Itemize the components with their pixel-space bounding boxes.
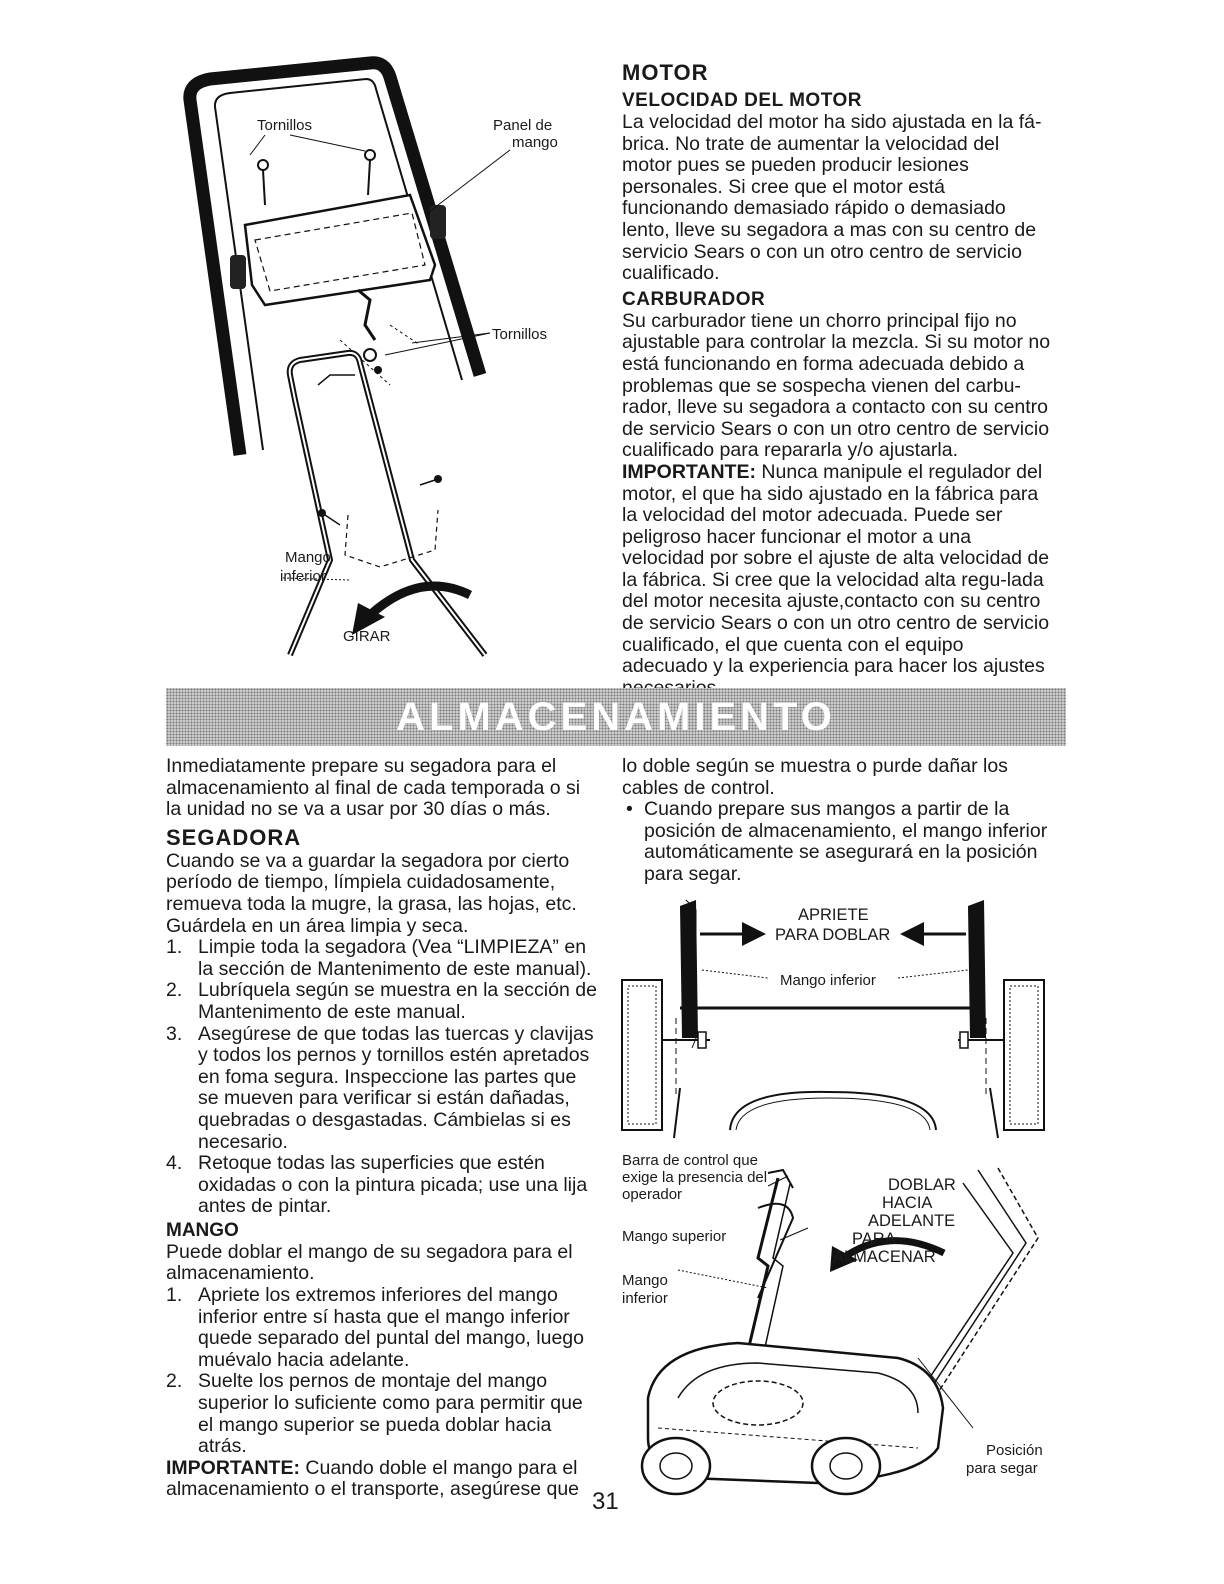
step-number: 2. — [166, 1370, 183, 1393]
segadora-heading: SEGADORA — [166, 824, 302, 850]
step-number: 1. — [166, 1284, 183, 1307]
label-doblar-line3: ADELANTE — [868, 1212, 956, 1230]
mango-steps — [166, 1285, 598, 1458]
step-text: Lubríquela según se muestra en la sección de Mantenimento de este manual. — [198, 979, 597, 1023]
motor-heading: MOTOR — [622, 60, 709, 85]
mango-step-2 — [166, 1371, 598, 1457]
mango-text: Puede doblar el mango de su segadora para el almacenamiento. — [166, 1240, 573, 1285]
segadora-step-3 — [166, 1024, 598, 1154]
handle-assembly-figure — [180, 55, 600, 695]
storage-left-column — [166, 756, 598, 1501]
importante-storage-text: Cuando doble el mango para el almacenamiento o el transporte, asegúrese que — [166, 1456, 580, 1501]
mango-step-1 — [166, 1285, 598, 1371]
importante-motor-text: Nunca manipule el regulador del motor, el que ha sido ajustado en la fábrica para la velocidad del motor adecuada. Puede ser peligroso hacer funcionar el motor a una velocidad por sobre el ajuste de alta velocidad de la fábrica. Si cree que la velocidad alta regu-lada del motor necesita ajuste,contacto con su centro de servicio Sears o con un otro centro de servicio cualificado, el que cuenta con el equipo adecuado y la experiencia para hacer los ajustes — [622, 460, 1050, 678]
carburador-body: Su carburador tiene un chorro principal fijo no ajustable para controlar la mezcla. Si su motor no está funcionando en forma adecuada debido a problemas que se sospecha vienen del carbu-rador, lleve su segadora a contacto con su centro de servicio Sears o con un otro centro de servicio cualificado para repararla y/o ajustarla. — [622, 309, 1051, 462]
segadora-step-1 — [166, 937, 598, 980]
label-doblar-line4: PARA — [852, 1230, 896, 1248]
velocidad-heading: VELOCIDAD DEL MOTOR — [622, 90, 862, 111]
importante-motor — [622, 462, 1054, 700]
step-text: Retoque todas las superficies que estén oxidadas o con la pintura picada; use una lija antes de pintar. — [198, 1152, 588, 1218]
motor-section — [622, 60, 1054, 699]
col2-bullet-item — [622, 799, 1052, 885]
importante-motor-label: IMPORTANTE: — [622, 460, 756, 483]
storage-right-column — [622, 756, 1052, 886]
label-mango-superior: Mango superior — [622, 1228, 727, 1245]
velocidad-text: La velocidad del motor ha sido ajustada en la fá-brica. No trate de aumentar la velocidad del motor pues se pueden producir lesiones personales. Si cree que el motor está funcionando demasiado rápido o demasiado lento, lleve su segadora a mas con su centro de servicio Sears o con un otro centro de servicio cualificado. — [622, 111, 1042, 285]
importante-storage-label: IMPORTANTE: — [166, 1456, 300, 1479]
step-number: 2. — [166, 979, 183, 1002]
step-text: Apriete los extremos inferiores del mango inferior entre sí hasta que el mango inferior quede separado del puntal del mango, luego muévalo hacia adelante. — [198, 1284, 584, 1371]
step-text: Suelte los pernos de montaje del mango superior lo suficiente como para permitir que el mango superior se pueda doblar hacia atrás. — [198, 1370, 583, 1458]
label-barra-line3: operador — [622, 1186, 683, 1203]
label-doblar-line1: DOBLAR — [888, 1176, 956, 1194]
storage-intro: Inmediatamente prepare su segadora para el almacenamiento al final de cada temporada o si la unidad no se va a usar por 30 días o más. — [166, 755, 581, 821]
label-panel-line2: mango — [512, 134, 558, 151]
carburador-text — [622, 311, 1054, 462]
page-number: 31 — [592, 1488, 619, 1515]
segadora-step-2 — [166, 980, 598, 1023]
label-tornillos-top: Tornillos — [257, 117, 313, 134]
step-number: 4. — [166, 1152, 183, 1175]
col2-text: lo doble según se muestra o purde dañar los cables de control. — [622, 755, 1008, 799]
label-posicion-line1: Posición — [986, 1442, 1043, 1459]
label-mango-inferior: Mango inferior — [780, 972, 876, 989]
label-tornillos-mid: Tornillos — [492, 326, 548, 343]
segadora-steps — [166, 937, 598, 1218]
label-doblar-line5: ALMACENAR — [833, 1248, 936, 1266]
label-posicion-line2: para segar — [966, 1460, 1038, 1477]
bullet-text: Cuando prepare sus mangos a partir de la posición de almacenamiento, el mango inferior automáticamente se asegurará en la posición para segar. — [644, 798, 1048, 885]
label-barra-line1: Barra de control que — [622, 1152, 758, 1169]
step-text: Limpie toda la segadora (Vea “LIMPIEZA” en la sección de Mantenimento de este manual). — [198, 936, 592, 980]
label-mango-inf-line2: inferior — [622, 1290, 668, 1307]
label-girar: GIRAR — [343, 628, 391, 645]
step-text: Asegúrese de que todas las tuercas y clavijas y todos los pernos y tornillos estén apretados en foma segura. Inspeccione las partes que se mueven para verificar si están dañadas, quebradas o desgastadas. Cámbielas si es necesario. — [198, 1022, 594, 1153]
step-number: 3. — [166, 1022, 183, 1045]
label-para-doblar: PARA DOBLAR — [775, 926, 891, 944]
mango-heading: MANGO — [166, 1219, 239, 1241]
label-mango-line1: Mango — [285, 549, 331, 566]
step-number: 1. — [166, 936, 183, 959]
label-mango-line2: inferior — [280, 568, 326, 585]
label-doblar-line2: HACIA — [882, 1194, 933, 1212]
segadora-text: Cuando se va a guardar la segadora por cierto período de tiempo, límpiela cuidadosamente, remueva toda la mugre, la grasa, las hojas, etc. Guárdela en un área limpia y seca. — [166, 849, 577, 937]
importante-storage — [166, 1458, 598, 1501]
label-barra-line2: exige la presencia del — [622, 1169, 768, 1186]
col2-bullets — [622, 799, 1052, 885]
banner-title: ALMACENAMIENTO — [396, 694, 836, 739]
label-panel-line1: Panel de — [493, 117, 553, 134]
label-mango-inf-line1: Mango — [622, 1272, 668, 1289]
label-apriete: APRIETE — [798, 906, 869, 924]
bullet-icon: • — [626, 798, 633, 821]
segadora-step-4 — [166, 1153, 598, 1218]
carburador-heading: CARBURADOR — [622, 288, 766, 310]
almacenamiento-banner — [166, 688, 1066, 746]
